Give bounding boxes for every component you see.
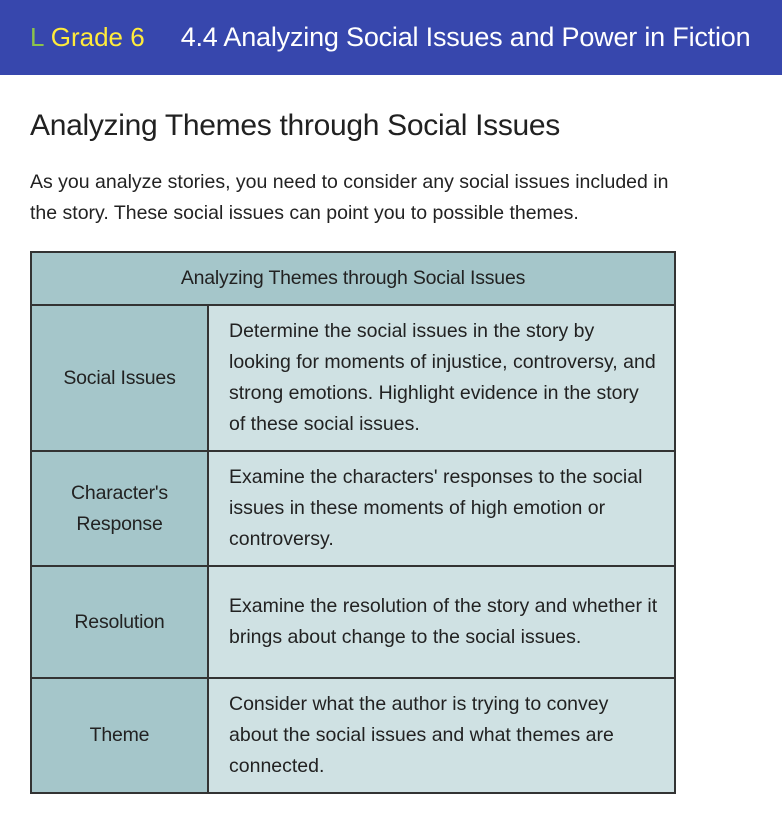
table-row [31,305,675,451]
table-row [31,678,675,793]
table-row [31,566,675,678]
table-header-row [31,252,675,305]
row-description: Determine the social issues in the story by looking for moments of injustice, controversy, and strong emotions. Highlight evidence in the story of these social issues. [208,305,675,451]
brand-logo[interactable] [30,22,145,53]
lesson-title: 4.4 Analyzing Social Issues and Power in Fiction [180,22,751,52]
main-content [0,108,782,794]
table-row [31,451,675,566]
row-description: Consider what the author is trying to convey about the social issues and what themes are connected. [208,678,675,793]
row-label: Resolution [31,566,208,678]
page-heading: Analyzing Themes through Social Issues [30,109,561,142]
intro-paragraph: As you analyze stories, you need to consider any social issues included in the story. These social issues can point you to possible themes. [30,171,669,224]
table-caption: Analyzing Themes through Social Issues [31,252,675,305]
row-label: Social Issues [31,305,208,451]
row-label: Character's Response [31,451,208,566]
row-label: Theme [31,678,208,793]
themes-table [30,251,676,794]
row-description: Examine the resolution of the story and whether it brings about change to the social issues. [208,566,675,678]
brand-letter: L [30,22,44,52]
brand-grade: Grade 6 [50,22,145,52]
row-description: Examine the characters' responses to the social issues in these moments of high emotion or controversy. [208,451,675,566]
top-bar [0,0,782,75]
